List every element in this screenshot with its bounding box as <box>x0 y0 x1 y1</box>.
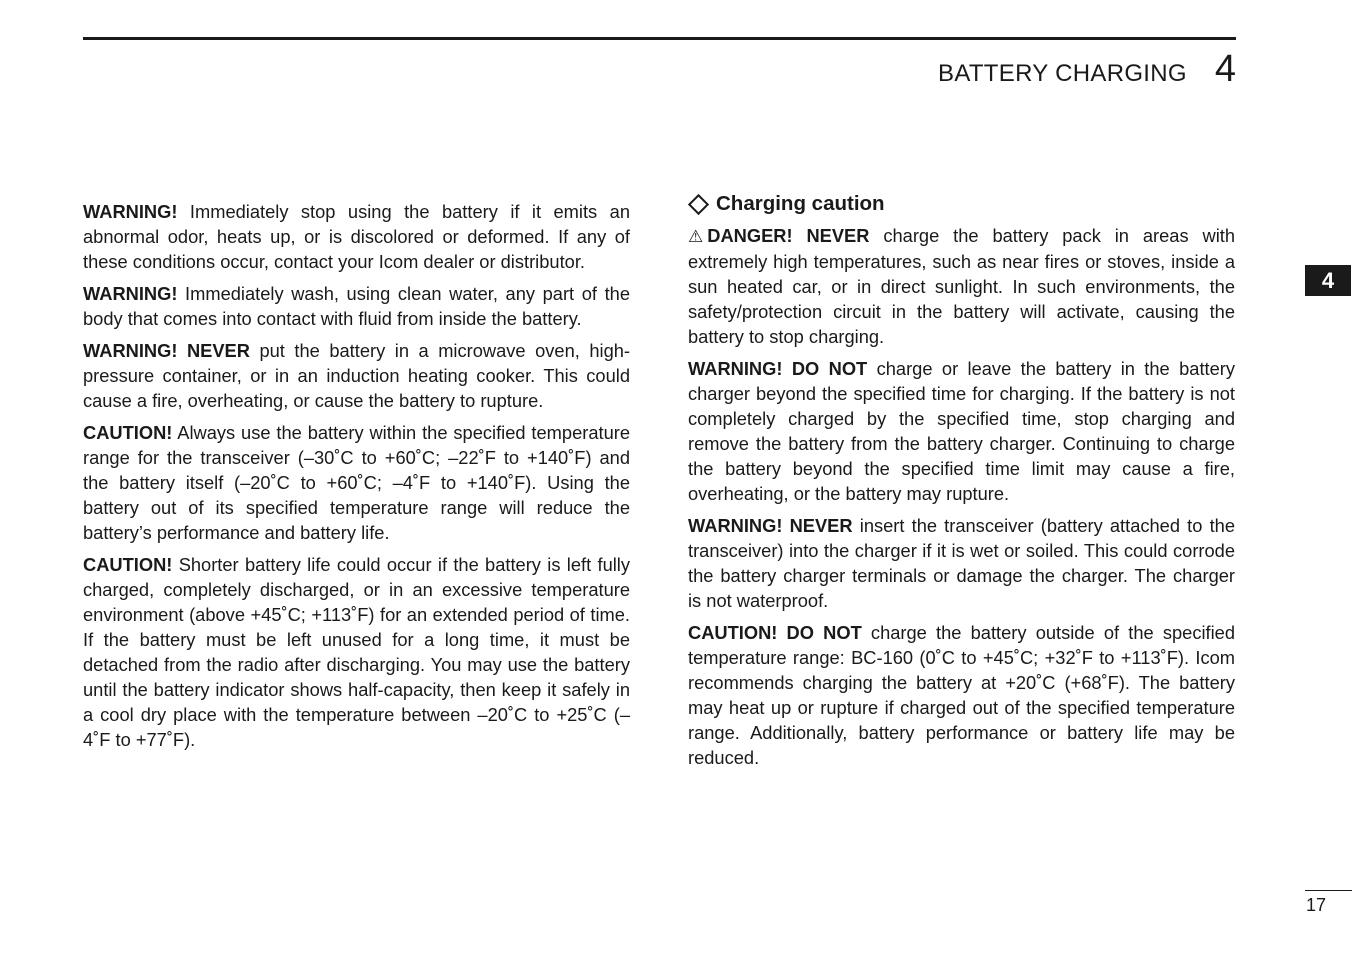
warning-label: WARNING! DO NOT <box>688 358 868 379</box>
caution-paragraph <box>688 620 1235 770</box>
paragraph-text: Immediately wash, using clean water, any part of the body that comes into contact with fluid from inside the battery. <box>83 283 630 329</box>
warning-paragraph <box>83 199 630 274</box>
warning-paragraph <box>688 356 1235 506</box>
danger-paragraph <box>688 223 1235 349</box>
paragraph-text: charge the battery pack in areas with extremely high temperatures, such as near fires or stoves, inside a sun heated car, or in direct sunlight. In such environments, the safety/protection circuit in the battery will activate, causing the battery to stop charging. <box>688 225 1236 347</box>
paragraph-text: put the battery in a microwave oven, high-pressure container, or in an induction heating cooker. This could cause a fire, overheating, or cause the battery to rupture. <box>83 340 630 411</box>
paragraph-text: charge or leave the battery in the battery charger beyond the specified time for charging. If the battery is not completely charged by the specified time, stop charging and remove the battery from the battery charger. Continuing to charge the battery beyond the specified time limit may cause a fire, overheating, or the battery may rupture. <box>688 358 1235 504</box>
section-heading <box>688 191 1235 217</box>
warning-label: WARNING! <box>83 201 178 222</box>
paragraph-text: Shorter battery life could occur if the battery is left fully charged, completely discharged, or in an excessive temperature environment (above +45˚C; +113˚F) for an extended period of time. If the battery must be left unused for a long time, it must be detached from the radio after discharging. You may use the battery until the battery indicator shows half-capacity, then keep it safely in a cool dry place with the temperature between –20˚C to +25˚C (–4˚F to +77˚F). <box>83 554 630 750</box>
paragraph-text: charge the battery outside of the specified temperature range: BC-160 (0˚C to +45˚C; +32˚F to +113˚F). Icom recommends charging the battery at +20˚C (+68˚F). The battery may heat up or rupture if charged out of the specified temperature range. Additionally, battery performance or battery life may be reduced. <box>688 622 1236 768</box>
footer-rule <box>1305 890 1352 891</box>
chapter-title: BATTERY CHARGING <box>938 60 1187 87</box>
warning-paragraph <box>688 513 1235 613</box>
caution-paragraph <box>83 552 630 752</box>
danger-label: DANGER! NEVER <box>707 225 870 246</box>
right-column <box>688 191 1235 777</box>
caution-label: CAUTION! <box>83 554 173 575</box>
page-header <box>938 48 1236 91</box>
left-column <box>83 199 630 759</box>
paragraph-text: Always use the battery within the specified temperature range for the transceiver (–30˚C to +60˚C; –22˚F to +140˚F) and the battery itself (–20˚C to +60˚C; –4˚F to +140˚F). Using the battery out of its specified temperature range will reduce the battery’s performance and battery life. <box>83 422 630 543</box>
section-tab: 4 <box>1305 265 1351 296</box>
warning-paragraph <box>83 281 630 331</box>
warning-label: WARNING! <box>83 283 178 304</box>
paragraph-text: insert the transceiver (battery attached to the transceiver) into the charger if it is wet or soiled. This could corrode the battery charger terminals or damage the charger. The charger is not waterproof. <box>688 515 1235 611</box>
paragraph-text: Immediately stop using the battery if it emits an abnormal odor, heats up, or is discolored or deformed. If any of these conditions occur, contact your Icom dealer or distributor. <box>83 201 630 272</box>
caution-label: CAUTION! <box>83 422 173 443</box>
warning-label: WARNING! NEVER <box>688 515 853 536</box>
warning-triangle-icon: ⚠ <box>688 227 704 246</box>
warning-paragraph <box>83 338 630 413</box>
diamond-icon <box>688 193 709 214</box>
section-heading-text: Charging caution <box>716 192 885 215</box>
caution-label: CAUTION! DO NOT <box>688 622 862 643</box>
chapter-number: 4 <box>1214 48 1236 90</box>
caution-paragraph <box>83 420 630 545</box>
page-number: 17 <box>1306 895 1327 915</box>
header-rule <box>83 37 1236 40</box>
warning-label: WARNING! NEVER <box>83 340 250 361</box>
